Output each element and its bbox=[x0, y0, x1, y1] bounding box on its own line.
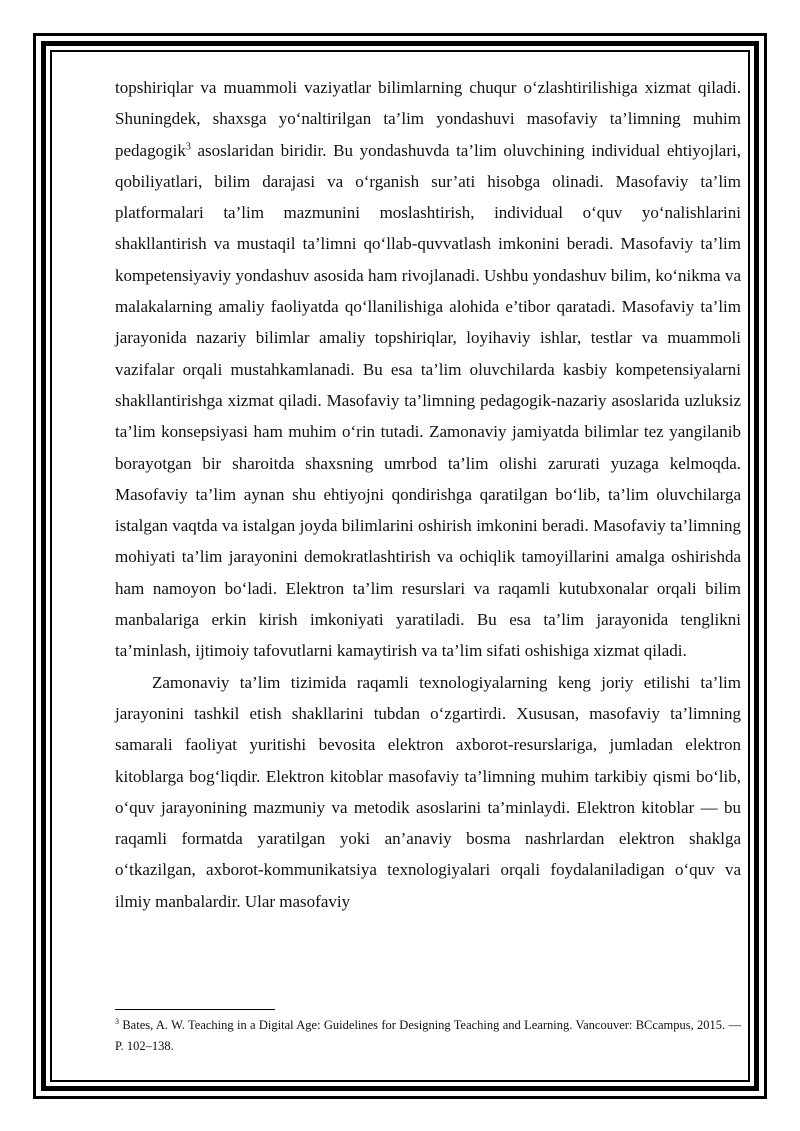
footnote bbox=[115, 1015, 741, 1057]
paragraph-1-text-a: topshiriqlar va muammoli vaziyatlar bilimlarning chuqur o‘zlashtirilishiga xizmat qiladi. Shuningdek, shaxsga yo‘naltirilgan ta’lim yondashuvi masofaviy ta’limning muhim pedagogik bbox=[115, 78, 741, 160]
footnote-text: Bates, A. W. Teaching in a Digital Age: Guidelines for Designing Teaching and Learning. Vancouver: BCcampus, 2015. — P. 102–138. bbox=[115, 1018, 741, 1053]
paragraph-1-text-b: asoslaridan biridir. Bu yondashuvda ta’lim oluvchining individual ehtiyojlari, qobiliyatlari, bilim darajasi va o‘rganish sur’ati hisobga olinadi. Masofaviy ta’lim platformalari ta’lim mazmunini moslashtirish, individual o‘quv yo‘nalishlarini shakllantirish va mustaqil ta’limni qo‘llab-quvvatlash imkonini beradi. Masofaviy ta’lim kompetensiyaviy yondashuv asosida ham rivojlanadi. Ushbu yondashuv bilim, ko‘nikma va malakalarning amaliy faoliyatda qo‘llanilishiga alohida e’tibor qaratadi. Masofaviy ta’lim jarayonida nazariy bilimlar amaliy topshiriqlar, loyihaviy ishlar, testlar va muammoli vazifalar orqali mustahkamlanadi. Bu esa ta’lim oluvchilarda kasbiy kompetensiyalarni shakllantirishga xizmat qiladi. Masofaviy ta’limning pedagogik-nazariy asoslarida uzluksiz ta’lim konsepsiyasi ham muhim o‘rin tutadi. Zamonaviy jamiyatda bilimlar tez yangilanib borayotgan bir sharoitda shaxsning umrbod ta’lim olishi zarurati yuzaga kelmoqda. Masofaviy ta’lim aynan shu ehtiyojni qondirishga qaratilgan bo‘lib, ta’lim oluvchilarga istalgan vaqtda va istalgan joyda bilimlarini oshirish imkonini beradi. Masofaviy ta’limning mohiyati ta’lim jarayonini demokratlashtirish va ochiqlik tamoyillarini amalga oshirishda ham namoyon bo‘ladi. Elektron ta’lim resurslari va raqamli kutubxonalar orqali bilim manbalariga erkin kirish imkoniyati yaratiladi. Bu esa ta’lim jarayonida tenglikni ta’minlash, ijtimoiy tafovutlarni kamaytirish va ta’lim sifati oshishiga xizmat qiladi. bbox=[115, 140, 741, 661]
footnote-separator bbox=[115, 1009, 275, 1010]
body-paragraph-2: Zamonaviy ta’lim tizimida raqamli texnologiyalarning keng joriy etilishi ta’lim jarayonini tashkil etish shakllarini tubdan o‘zgartirdi. Xususan, masofaviy ta’limning samarali faoliyat yuritishi bevosita elektron axborot-resurslariga, jumladan elektron kitoblarga bog‘liqdir. Elektron kitoblar masofaviy ta’limning muhim tarkibiy qismi bo‘lib, o‘quv jarayonining mazmuniy va metodik asoslarini ta’minlaydi. Elektron kitoblar — bu raqamli formatda yaratilgan yoki an’anaviy bosma nashrlardan elektron shaklga o‘tkazilgan, axborot-kommunikatsiya texnologiyalari orqali foydalaniladigan o‘quv va ilmiy manbalardir. Ular masofaviy bbox=[115, 672, 741, 911]
body-paragraph-1 bbox=[115, 72, 741, 667]
footnote-number: 3 bbox=[115, 1016, 119, 1026]
document-body bbox=[115, 72, 741, 917]
footnote-reference: 3 bbox=[185, 140, 191, 152]
